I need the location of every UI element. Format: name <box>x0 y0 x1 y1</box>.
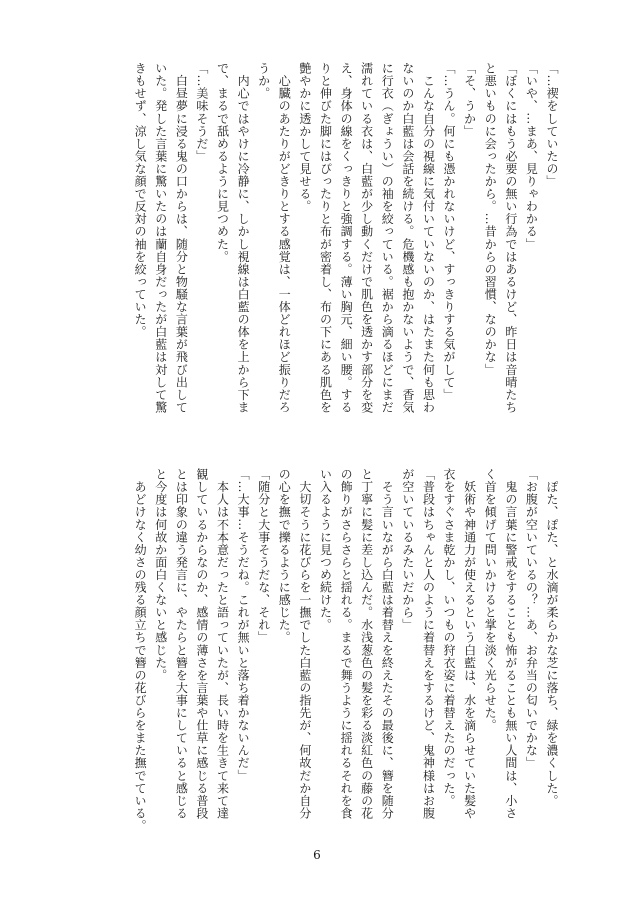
text-column: りと伸びた脚にはぴったりと布が密着し、布の下にある肌色を <box>318 62 333 414</box>
text-column: で、まるで舐めるように見つめた。 <box>215 62 230 263</box>
text-column: 妖術や神通力が使えるという白藍は、水を滴らせていた髪や <box>462 468 477 820</box>
upper-text-block <box>130 62 562 412</box>
text-column: 観しているからなのか、感情の薄さを言葉や仕草に感じる普段 <box>194 468 209 820</box>
text-column: 「ぼくにはもう必要の無い行為ではあるけど、昨日は音晴たち <box>503 62 518 414</box>
text-column: 「随分と大事そうだな、それ」 <box>256 468 271 644</box>
text-column: 「…大事…そうだね。これが無いと落ち着かないんだ」 <box>236 468 251 782</box>
text-column: 「…うん。何にも憑かれないけど、すっきりする気がして」 <box>442 62 457 401</box>
text-column: の心を撫で擽るように感じた。 <box>277 468 292 644</box>
text-column: に行衣（ぎょうい）の袖を絞っている。裾から滴るほどにまだ <box>380 62 395 414</box>
lower-text-block <box>130 468 562 832</box>
text-column: 「お腹が空いているの？…あ、お弁当の匂いでかな」 <box>524 468 539 770</box>
text-column: こんな自分の視線に気付いていないのか、はたまた何も思わ <box>421 62 436 414</box>
text-column: 心臓のあたりがどきりとする感覚は、一体どれほど振りだろ <box>277 62 292 414</box>
text-column: きもせず、涼し気な顔で反対の袖を絞っていた。 <box>133 62 148 339</box>
text-column: 濡れている衣は、白藍が少し動くだけで肌色を透かす部分を変 <box>359 62 374 414</box>
text-column: ぽた、ぽた、と水滴が柔らかな芝に落ち、緑を濃くした。 <box>545 468 559 807</box>
text-column: 艶やかに透かして見せる。 <box>297 62 312 213</box>
text-column: 「そ、うか」 <box>462 62 477 138</box>
text-column: え、身体の線をくっきりと強調する。薄い胸元、細い腰。する <box>339 62 354 414</box>
text-column: あどけなく幼さの残る顔立ちで簪の花びらをまた撫でている。 <box>133 468 148 832</box>
text-column: 白昼夢に浸る鬼の口からは、随分と物騒な言葉が飛び出して <box>174 62 189 414</box>
text-column: と丁寧に髪に差し込んだ。水浅葱色の髪を彩る淡紅色の藤の花 <box>359 468 374 820</box>
text-column: く首を傾げて問いかけると掌を淡く光らせた。 <box>483 468 498 732</box>
text-column: いた。発した言葉に驚いたのは蘭自身だったが白藍は対して驚 <box>153 62 168 414</box>
text-column: 「いや、…まあ、見りゃわかる」 <box>524 62 539 251</box>
text-column: 衣をすぐさま乾かし、いつもの狩衣姿に着替えたのだった。 <box>442 468 457 807</box>
text-column: と今度は何故か面白くないと感じた。 <box>153 468 168 682</box>
page-number: 6 <box>313 848 321 862</box>
text-column: 「普段はちゃんと人のように着替えをするけど、鬼神様はお腹 <box>421 468 436 820</box>
text-column: が空いているみたいだから」 <box>400 468 415 632</box>
text-column: 内心ではやけに冷静に、しかし視線は白藍の体を上から下ま <box>236 62 251 414</box>
text-column: 大切そうに花びらを一撫でした白藍の指先が、何故だか自分 <box>297 468 312 820</box>
text-column: と悪いものに会ったから。…昔からの習慣、なのかな」 <box>483 62 498 376</box>
text-column: ないのか白藍は会話を続ける。危機感も抱かないようで、香気 <box>400 62 415 414</box>
text-column: 「…禊をしていたの」 <box>545 62 559 188</box>
text-column: 鬼の言葉に警戒をすることも怖がることも無い人間は、小さ <box>503 468 518 820</box>
text-column: の飾りがさらさらと揺れる。まるで舞うように揺れるそれを食 <box>339 468 354 820</box>
text-column: とは印象の違う発言に、やたらと簪を大事にしていると感じる <box>174 468 189 820</box>
text-column: うか。 <box>256 62 271 100</box>
text-column: 「…美味そうだ」 <box>194 62 209 163</box>
text-column: い入るように見つめ続けた。 <box>318 468 333 632</box>
text-column: 本人は不本意だったと語っていたが、長い時を生きて来て達 <box>215 468 230 820</box>
text-column: そう言いながら白藍は着替えを終えたその最後に、簪を随分 <box>380 468 395 820</box>
